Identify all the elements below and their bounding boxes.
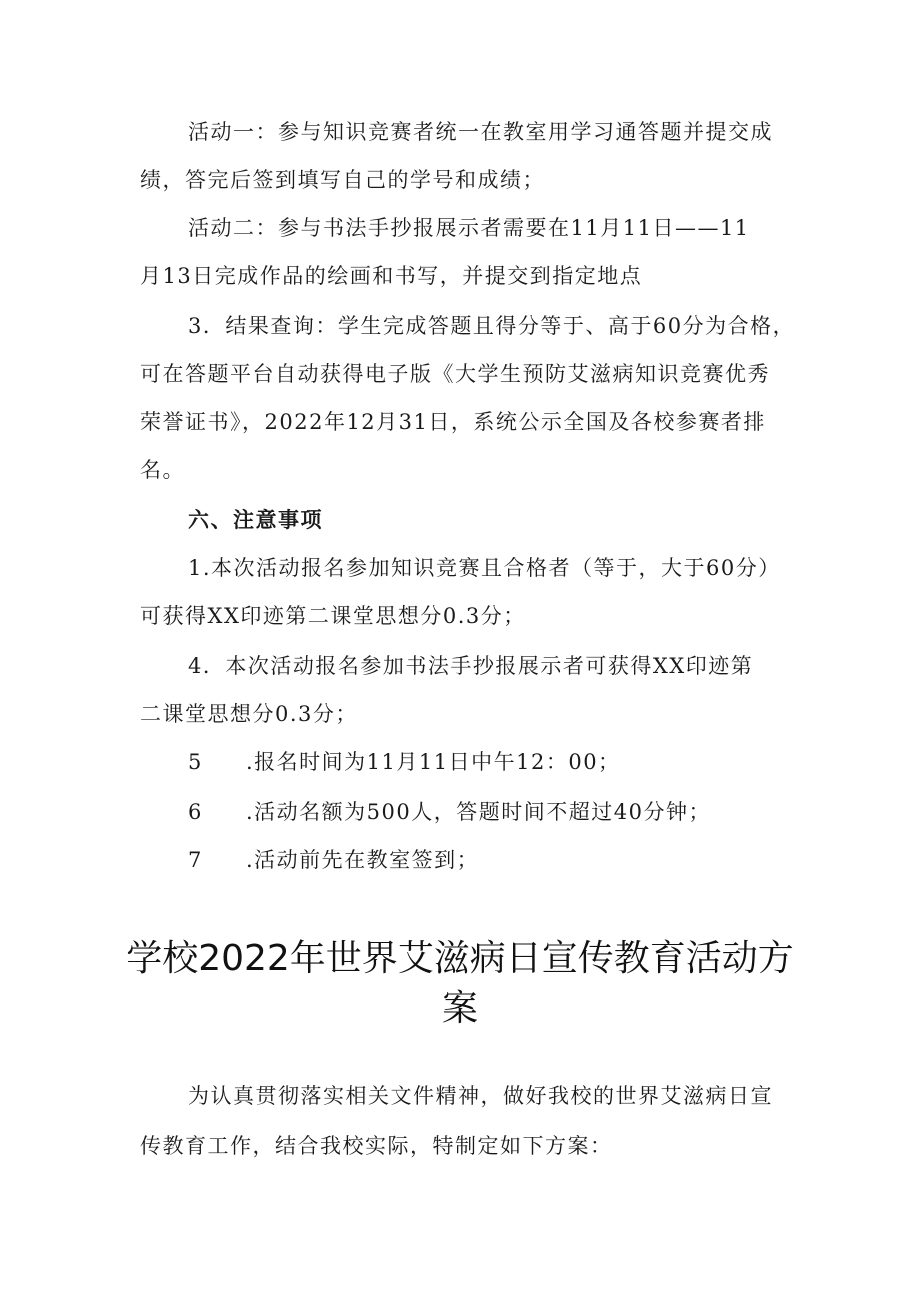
document-title-line1: 学校2022年世界艾滋病日宣传教育活动方 <box>126 938 794 979</box>
paragraph-line: 名。 <box>140 458 185 482</box>
section-heading: 六、注意事项 <box>188 508 323 532</box>
intro-line: 为认真贯彻落实相关文件精神，做好我校的世界艾滋病日宣 <box>188 1084 773 1108</box>
item-number: 7 <box>188 848 203 872</box>
paragraph-line: 3．结果查询：学生完成答题且得分等于、高于60分为合格， <box>188 314 796 338</box>
item-text: .报名时间为11月11日中午12：00； <box>246 750 621 774</box>
item-text: .活动前先在教室签到； <box>246 848 480 872</box>
numbered-item <box>188 845 479 875</box>
paragraph-line: 绩，答完后签到填写自己的学号和成绩； <box>140 168 545 192</box>
item-number: 6 <box>188 800 203 824</box>
item-number: 5 <box>188 750 203 774</box>
note-line: 1.本次活动报名参加知识竞赛且合格者（等于，大于60分） <box>188 556 781 580</box>
intro-line: 传教育工作，结合我校实际，特制定如下方案： <box>140 1134 613 1158</box>
item-text: .活动名额为500人，答题时间不超过40分钟； <box>246 800 711 824</box>
paragraph-line: 可在答题平台自动获得电子版《大学生预防艾滋病知识竞赛优秀 <box>140 362 770 386</box>
note-line: 4．本次活动报名参加书法手抄报展示者可获得XX印迹第 <box>188 654 754 678</box>
note-line: 二课堂思想分0.3分； <box>140 702 358 726</box>
note-line: 可获得XX印迹第二课堂思想分0.3分； <box>140 604 526 628</box>
paragraph-line: 活动一：参与知识竞赛者统一在教室用学习通答题并提交成 <box>188 120 773 144</box>
document-title-line2: 案 <box>441 988 478 1029</box>
numbered-item <box>188 747 621 777</box>
numbered-item <box>188 797 711 827</box>
paragraph-line: 月13日完成作品的绘画和书写，并提交到指定地点 <box>140 264 643 288</box>
paragraph-line: 荣誉证书》，2022年12月31日，系统公示全国及各校参赛者排 <box>140 410 766 434</box>
paragraph-line: 活动二：参与书法手抄报展示者需要在11月11日——11 <box>188 216 750 240</box>
